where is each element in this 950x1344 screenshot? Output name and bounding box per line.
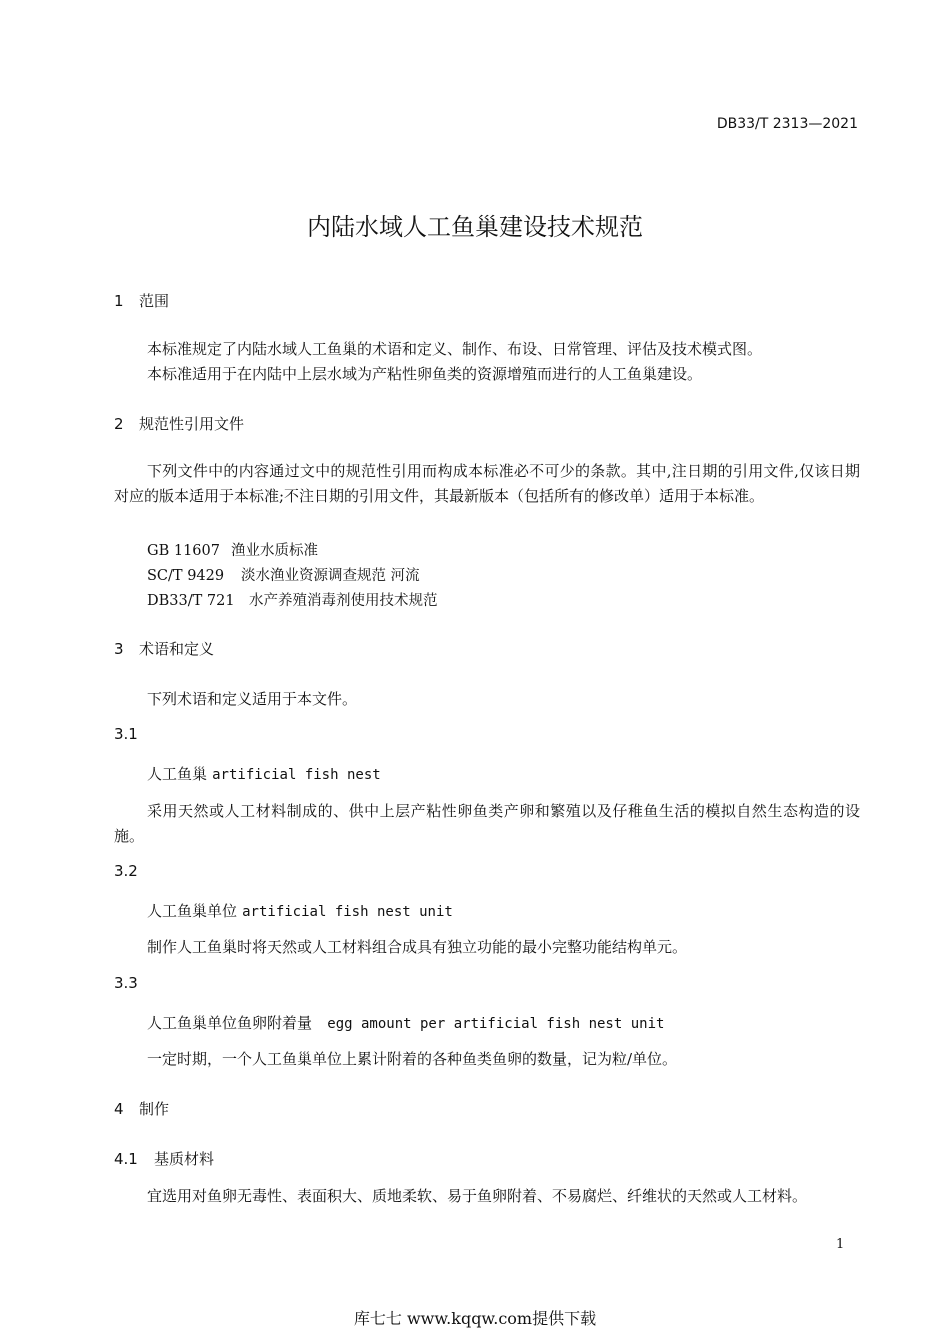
- section-title: 制作: [139, 1100, 170, 1118]
- paragraph: 下列术语和定义适用于本文件。: [147, 690, 358, 708]
- term-english: egg amount per artificial fish nest unit: [327, 1016, 665, 1032]
- reference-title: 水产养殖消毒剂使用技术规范: [249, 593, 438, 609]
- section-number: 4: [114, 1100, 124, 1118]
- paragraph: 本标准适用于在内陆中上层水域为产粘性卵鱼类的资源增殖而进行的人工鱼巢建设。: [147, 365, 703, 383]
- document-code: DB33/T 2313—2021: [716, 116, 858, 132]
- paragraph: 下列文件中的内容通过文中的规范性引用而构成本标准必不可少的条款。其中,注日期的引用文件,仅该日期对应的版本适用于本标准;不注日期的引用文件，其最新版本（包括所有的修改单）适用于本标准。: [114, 462, 860, 505]
- reference-item: [147, 589, 438, 610]
- subsection-number: 4.1: [114, 1150, 138, 1168]
- term-english: artificial fish nest: [212, 767, 381, 783]
- section-4-heading: [114, 1098, 169, 1119]
- reference-title: 渔业水质标准: [231, 543, 318, 559]
- term-definition: 一定时期，一个人工鱼巢单位上累计附着的各种鱼类鱼卵的数量，记为粒/单位。: [147, 1050, 678, 1068]
- section-number: 1: [114, 292, 124, 310]
- document-title: 内陆水域人工鱼巢建设技术规范: [307, 213, 643, 241]
- term-english: artificial fish nest unit: [242, 904, 453, 920]
- subsection-4-1-heading: [114, 1148, 214, 1169]
- section-title: 范围: [139, 292, 170, 310]
- download-footer: 库七七 www.kqqw.com提供下载: [353, 1309, 597, 1328]
- section-1-heading: [114, 290, 169, 311]
- reference-item: [147, 564, 420, 585]
- section-title: 术语和定义: [139, 640, 215, 658]
- section-number: 3: [114, 640, 124, 658]
- term-heading: [147, 763, 381, 784]
- term-chinese: 人工鱼巢: [147, 765, 208, 783]
- term-heading: [147, 900, 453, 921]
- term-definition: 制作人工鱼巢时将天然或人工材料组合成具有独立功能的最小完整功能结构单元。: [147, 938, 688, 956]
- reference-code: SC/T 9429: [147, 568, 225, 584]
- reference-title: 淡水渔业资源调查规范 河流: [241, 568, 420, 584]
- section-title: 规范性引用文件: [139, 415, 245, 433]
- page-number: 1: [836, 1237, 845, 1252]
- term-number: 3.2: [114, 862, 138, 880]
- paragraph: 本标准规定了内陆水域人工鱼巢的术语和定义、制作、布设、日常管理、评估及技术模式图。: [147, 340, 763, 358]
- reference-code: DB33/T 721: [147, 593, 235, 609]
- term-chinese: 人工鱼巢单位鱼卵附着量: [147, 1014, 313, 1032]
- section-2-heading: [114, 413, 244, 434]
- term-definition: 采用天然或人工材料制成的、供中上层产粘性卵鱼类产卵和繁殖以及仔稚鱼生活的模拟自然生态构造的设施。: [114, 802, 860, 845]
- paragraph: 宜选用对鱼卵无毒性、表面积大、质地柔软、易于鱼卵附着、不易腐烂、纤维状的天然或人工材料。: [147, 1187, 808, 1205]
- term-number: 3.1: [114, 725, 138, 743]
- term-number: 3.3: [114, 974, 138, 992]
- section-number: 2: [114, 415, 124, 433]
- term-heading: [147, 1012, 664, 1033]
- section-3-heading: [114, 638, 214, 659]
- subsection-title: 基质材料: [154, 1150, 215, 1168]
- term-chinese: 人工鱼巢单位: [147, 902, 238, 920]
- reference-item: [147, 539, 318, 560]
- reference-code: GB 11607: [147, 543, 220, 559]
